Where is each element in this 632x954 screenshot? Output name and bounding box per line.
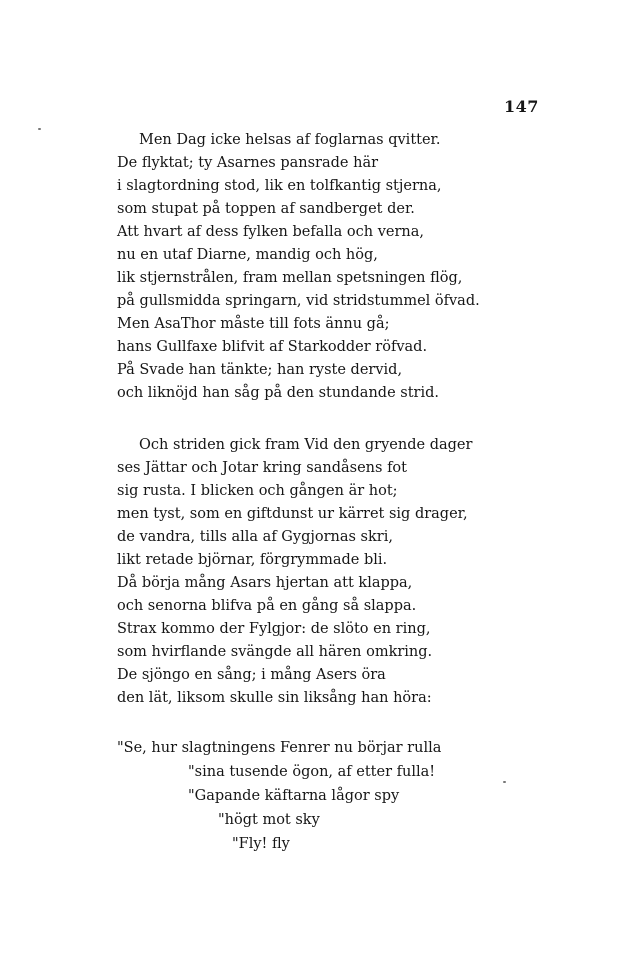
refrain-line: "Gapande käftarna lågor spy [188, 788, 400, 804]
verse-line: men tyst, som en giftdunst ur kärret sig drager, [117, 506, 468, 522]
verse-line: på gullsmidda springarn, vid stridstummel öfvad. [117, 293, 480, 309]
verse-line: ses Jättar och Jotar kring sandåsens fot [117, 460, 407, 476]
stanza-2 [117, 434, 517, 710]
verse-line: lik stjernstrålen, fram mellan spetsningen flög, [117, 270, 463, 286]
verse-line: Då börja mång Asars hjertan att klappa, [117, 575, 413, 591]
verse-line: Men AsaThor måste till fots ännu gå; [117, 316, 390, 332]
verse-line: i slagtordning stod, lik en tolfkantig stjerna, [117, 178, 442, 194]
verse-line: De flyktat; ty Asarnes pansrade här [117, 155, 379, 171]
verse-line: Att hvart af dess fylken befalla och verna, [117, 224, 425, 240]
refrain-line: "Fly! fly [232, 836, 290, 852]
verse-line: På Svade han tänkte; han ryste dervid, [117, 362, 403, 378]
verse-line: som hvirflande svängde all hären omkring. [117, 644, 433, 660]
verse-line: Strax kommo der Fylgjor: de slöto en ring, [117, 621, 431, 637]
stanza-1 [117, 129, 517, 405]
refrain-line: "högt mot sky [218, 812, 320, 828]
verse-line: den lät, liksom skulle sin liksång han höra: [117, 690, 432, 706]
page-number: 147 [504, 97, 539, 116]
verse-line: De sjöngo en sång; i mång Asers öra [117, 667, 386, 683]
verse-line: och senorna blifva på en gång så slappa. [117, 598, 417, 614]
paper-speck [38, 128, 41, 130]
refrain-line: "Se, hur slagtningens Fenrer nu börjar rulla [117, 740, 442, 756]
verse-line: likt retade björnar, förgrymmade bli. [117, 552, 388, 568]
paper-speck [503, 781, 506, 783]
verse-line: Men Dag icke helsas af foglarnas qvitter. [139, 132, 441, 148]
verse-line: Och striden gick fram Vid den gryende dager [139, 437, 473, 453]
refrain [117, 736, 517, 856]
verse-line: och liknöjd han såg på den stundande strid. [117, 385, 439, 401]
verse-line: hans Gullfaxe blifvit af Starkodder röfvad. [117, 339, 428, 355]
verse-line: som stupat på toppen af sandberget der. [117, 201, 415, 217]
verse-line: de vandra, tills alla af Gygjornas skri, [117, 529, 393, 545]
verse-line: nu en utaf Diarne, mandig och hög, [117, 247, 378, 263]
refrain-line: "sina tusende ögon, af etter fulla! [188, 764, 436, 780]
verse-line: sig rusta. I blicken och gången är hot; [117, 483, 398, 499]
